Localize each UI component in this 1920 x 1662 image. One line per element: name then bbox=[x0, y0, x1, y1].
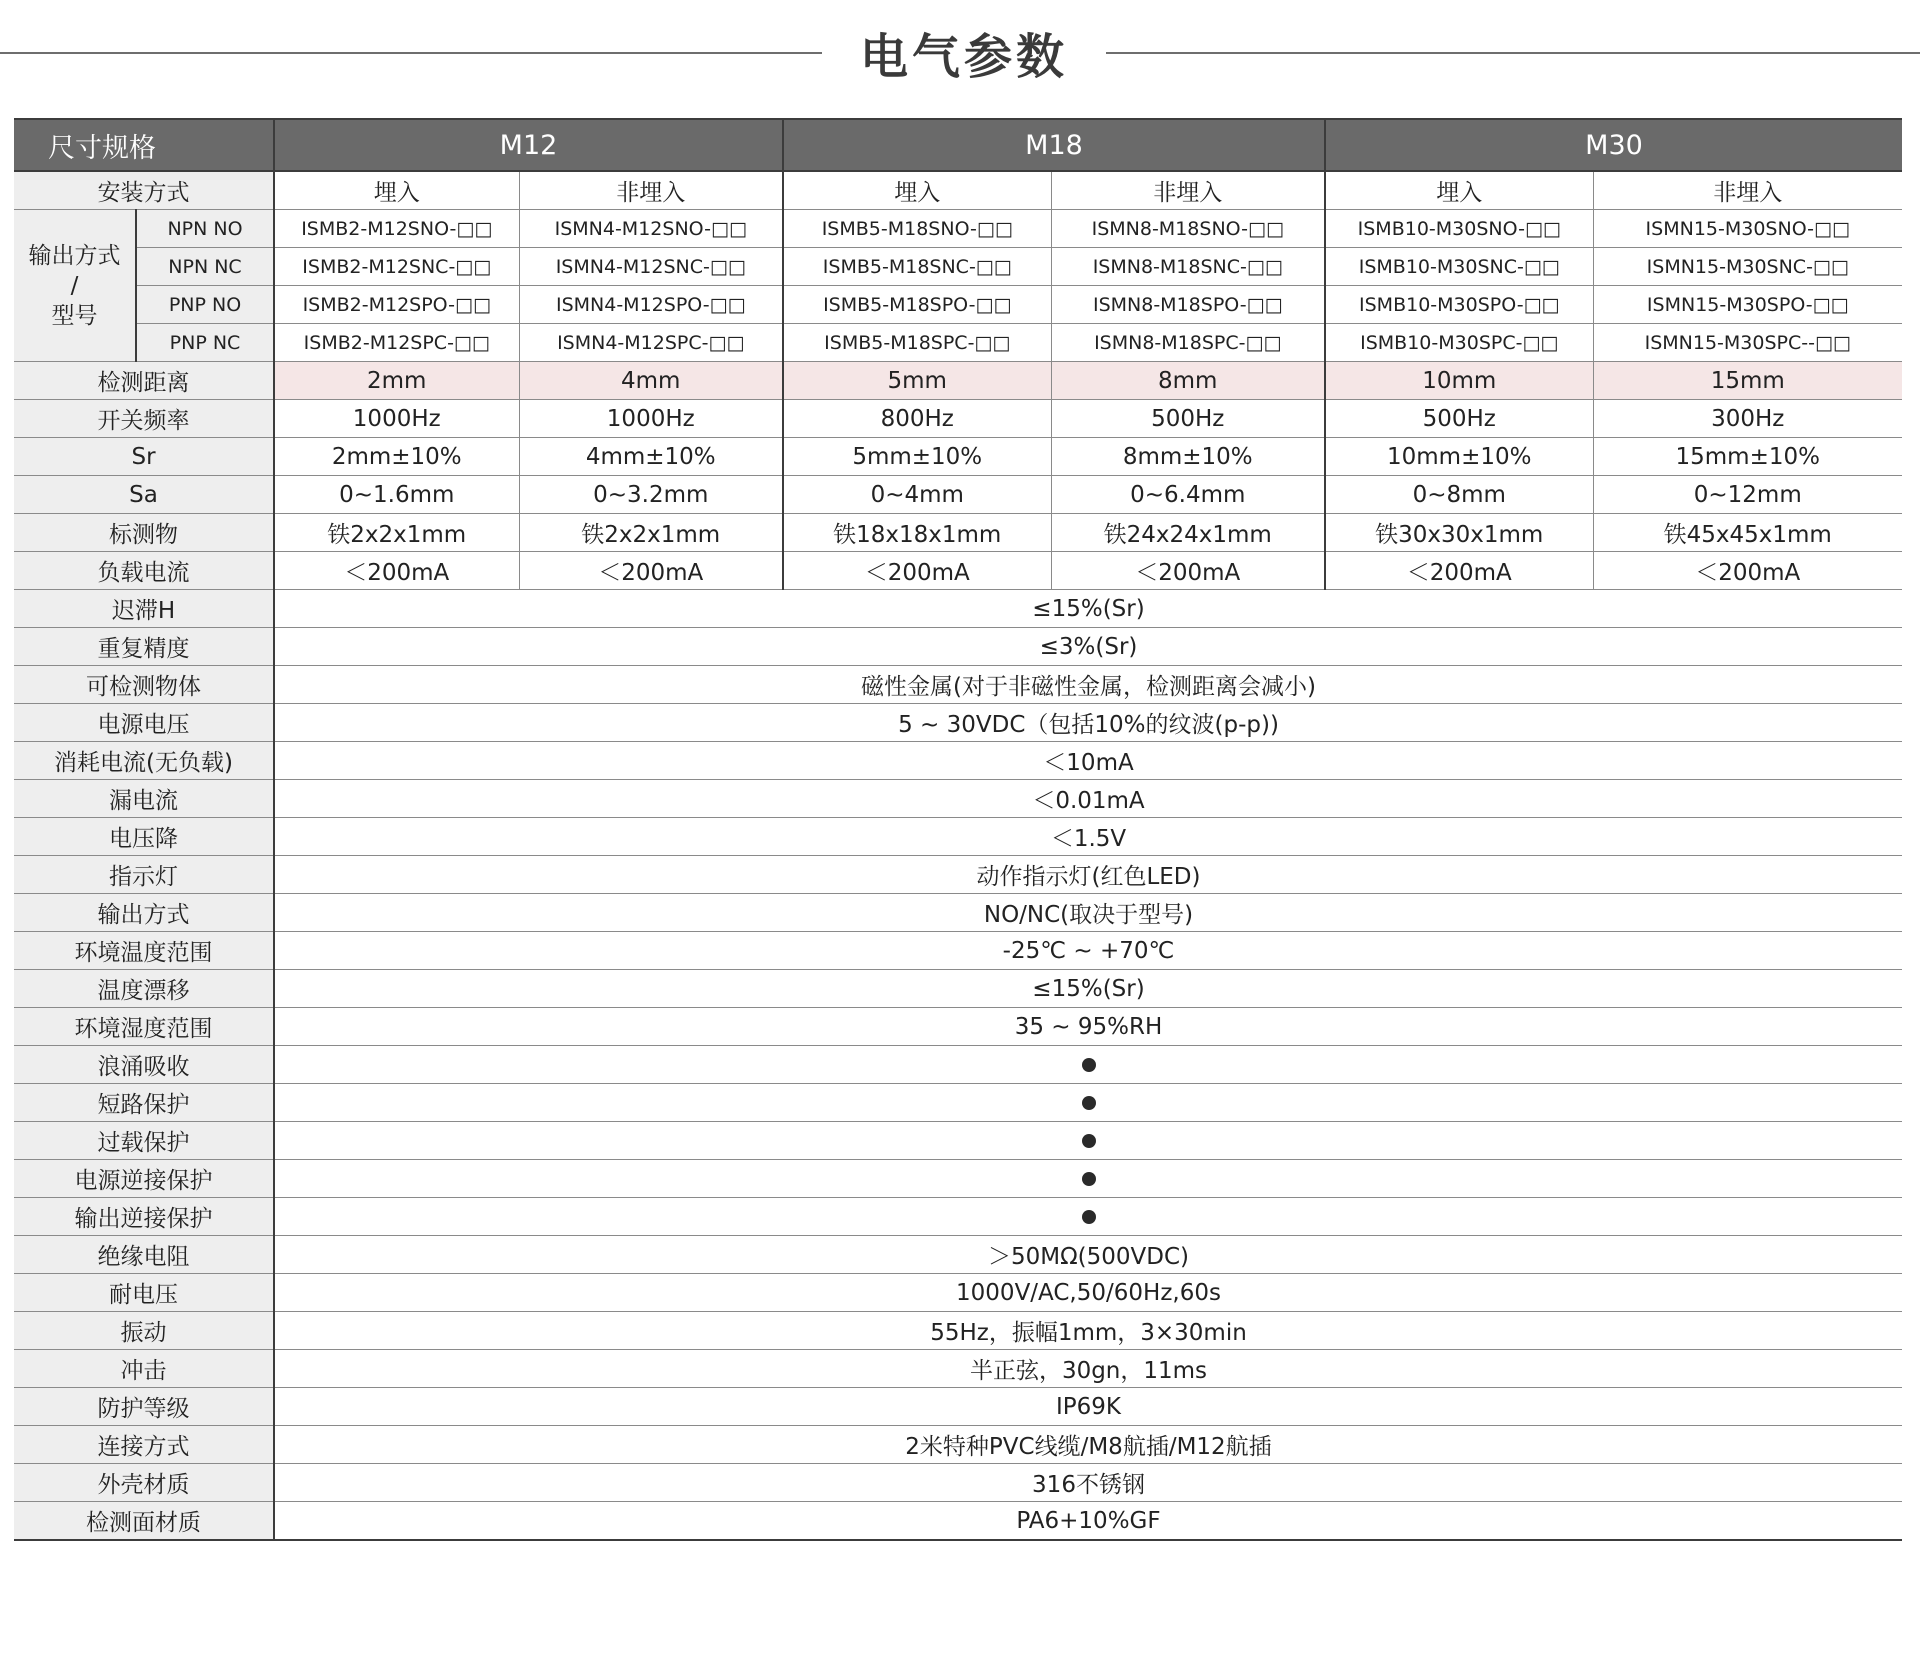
spec-row bbox=[14, 1008, 1902, 1046]
spec-row bbox=[14, 1464, 1902, 1502]
spec-row bbox=[14, 704, 1902, 742]
header-row bbox=[14, 119, 1902, 171]
spec-value: ＜200mA bbox=[519, 552, 783, 590]
output-type-label: NPN NC bbox=[136, 248, 274, 286]
model-number: ISMN15-M30SPO-□□ bbox=[1593, 286, 1902, 324]
spec-value bbox=[274, 1046, 1902, 1084]
row-label: 外壳材质 bbox=[14, 1464, 274, 1502]
spec-value: 5mm±10% bbox=[783, 438, 1051, 476]
row-label: 过载保护 bbox=[14, 1122, 274, 1160]
spec-value: 500Hz bbox=[1325, 400, 1593, 438]
model-number: ISMN4-M12SPO-□□ bbox=[519, 286, 783, 324]
mounting-value: 埋入 bbox=[783, 171, 1051, 210]
spec-value: 800Hz bbox=[783, 400, 1051, 438]
spec-value: ≤15%(Sr) bbox=[274, 590, 1902, 628]
model-number: ISMB2-M12SPO-□□ bbox=[274, 286, 519, 324]
spec-row bbox=[14, 1502, 1902, 1541]
spec-value: ＜0.01mA bbox=[274, 780, 1902, 818]
row-label: Sa bbox=[14, 476, 274, 514]
output-type-label: PNP NC bbox=[136, 324, 274, 362]
row-label: 短路保护 bbox=[14, 1084, 274, 1122]
spec-row bbox=[14, 1160, 1902, 1198]
output-type-label: PNP NO bbox=[136, 286, 274, 324]
row-label: Sr bbox=[14, 438, 274, 476]
spec-value: 铁24x24x1mm bbox=[1051, 514, 1325, 552]
spec-row bbox=[14, 514, 1902, 552]
output-model-label-line: 型号 bbox=[51, 302, 98, 329]
spec-value: 15mm±10% bbox=[1593, 438, 1902, 476]
spec-value: 铁45x45x1mm bbox=[1593, 514, 1902, 552]
output-type-label: NPN NO bbox=[136, 210, 274, 248]
model-number: ISMN15-M30SNO-□□ bbox=[1593, 210, 1902, 248]
page-title: 电气参数 bbox=[859, 29, 1068, 85]
spec-value bbox=[274, 1198, 1902, 1236]
spec-value: 动作指示灯(红色LED) bbox=[274, 856, 1902, 894]
model-row bbox=[14, 324, 1902, 362]
spec-value: 1000V/AC,50/60Hz,60s bbox=[274, 1274, 1902, 1312]
spec-row bbox=[14, 1426, 1902, 1464]
model-number: ISMN4-M12SNO-□□ bbox=[519, 210, 783, 248]
filled-dot-icon bbox=[1082, 1058, 1096, 1072]
spec-value: 4mm±10% bbox=[519, 438, 783, 476]
spec-value: PA6+10%GF bbox=[274, 1502, 1902, 1541]
spec-row bbox=[14, 1198, 1902, 1236]
spec-row bbox=[14, 780, 1902, 818]
row-label: 电压降 bbox=[14, 818, 274, 856]
model-number: ISMB10-M30SPC-□□ bbox=[1325, 324, 1593, 362]
spec-row bbox=[14, 970, 1902, 1008]
spec-row bbox=[14, 400, 1902, 438]
row-label: 温度漂移 bbox=[14, 970, 274, 1008]
model-number: ISMB10-M30SPO-□□ bbox=[1325, 286, 1593, 324]
model-number: ISMB2-M12SNO-□□ bbox=[274, 210, 519, 248]
spec-value: 0~1.6mm bbox=[274, 476, 519, 514]
row-label: 电源逆接保护 bbox=[14, 1160, 274, 1198]
electrical-parameters-table bbox=[14, 118, 1902, 1541]
row-label: 绝缘电阻 bbox=[14, 1236, 274, 1274]
title-bar bbox=[0, 0, 1920, 110]
row-label: 电源电压 bbox=[14, 704, 274, 742]
spec-value bbox=[274, 1160, 1902, 1198]
output-model-label-line: 输出方式 bbox=[28, 242, 121, 269]
model-number: ISMB5-M18SPO-□□ bbox=[783, 286, 1051, 324]
spec-row bbox=[14, 856, 1902, 894]
spec-value bbox=[274, 1084, 1902, 1122]
spec-value: 15mm bbox=[1593, 362, 1902, 400]
row-label: 输出逆接保护 bbox=[14, 1198, 274, 1236]
spec-row bbox=[14, 894, 1902, 932]
spec-value: IP69K bbox=[274, 1388, 1902, 1426]
spec-value: 0~3.2mm bbox=[519, 476, 783, 514]
row-label: 迟滞H bbox=[14, 590, 274, 628]
mounting-value: 非埋入 bbox=[519, 171, 783, 210]
spec-value: 2mm±10% bbox=[274, 438, 519, 476]
model-number: ISMN15-M30SPC--□□ bbox=[1593, 324, 1902, 362]
row-label: 可检测物体 bbox=[14, 666, 274, 704]
row-label: 漏电流 bbox=[14, 780, 274, 818]
row-label: 耐电压 bbox=[14, 1274, 274, 1312]
spec-value: 0~8mm bbox=[1325, 476, 1593, 514]
spec-value: 55Hz，振幅1mm，3×30min bbox=[274, 1312, 1902, 1350]
spec-value: 铁18x18x1mm bbox=[783, 514, 1051, 552]
spec-value: ≤3%(Sr) bbox=[274, 628, 1902, 666]
spec-value: ＜200mA bbox=[1593, 552, 1902, 590]
spec-row bbox=[14, 362, 1902, 400]
spec-value: 铁2x2x1mm bbox=[274, 514, 519, 552]
spec-value: ＜1.5V bbox=[274, 818, 1902, 856]
spec-value: 磁性金属(对于非磁性金属，检测距离会减小) bbox=[274, 666, 1902, 704]
row-label: 安装方式 bbox=[14, 171, 274, 210]
row-label: 冲击 bbox=[14, 1350, 274, 1388]
model-number: ISMN8-M18SPC-□□ bbox=[1051, 324, 1325, 362]
spec-row bbox=[14, 590, 1902, 628]
spec-value: 铁2x2x1mm bbox=[519, 514, 783, 552]
spec-value: 2米特种PVC线缆/M8航插/M12航插 bbox=[274, 1426, 1902, 1464]
model-number: ISMN8-M18SNC-□□ bbox=[1051, 248, 1325, 286]
size-spec-header: 尺寸规格 bbox=[14, 119, 274, 171]
title-divider-left bbox=[0, 52, 822, 54]
model-number: ISMB2-M12SPC-□□ bbox=[274, 324, 519, 362]
spec-value: 铁30x30x1mm bbox=[1325, 514, 1593, 552]
spec-value: ≤15%(Sr) bbox=[274, 970, 1902, 1008]
spec-value: 0~12mm bbox=[1593, 476, 1902, 514]
spec-value bbox=[274, 1122, 1902, 1160]
spec-row bbox=[14, 1084, 1902, 1122]
title-divider-right bbox=[1106, 52, 1920, 54]
spec-value: ＜200mA bbox=[783, 552, 1051, 590]
spec-value: 半正弦，30gn，11ms bbox=[274, 1350, 1902, 1388]
model-number: ISMB5-M18SPC-□□ bbox=[783, 324, 1051, 362]
spec-value: ＜10mA bbox=[274, 742, 1902, 780]
model-row bbox=[14, 248, 1902, 286]
row-label: 检测面材质 bbox=[14, 1502, 274, 1541]
spec-row bbox=[14, 1122, 1902, 1160]
row-label: 检测距离 bbox=[14, 362, 274, 400]
model-number: ISMN4-M12SNC-□□ bbox=[519, 248, 783, 286]
size-header-m18: M18 bbox=[783, 119, 1325, 171]
row-label: 输出方式 bbox=[14, 894, 274, 932]
spec-value: 1000Hz bbox=[519, 400, 783, 438]
mounting-value: 埋入 bbox=[1325, 171, 1593, 210]
spec-value: ＞50MΩ(500VDC) bbox=[274, 1236, 1902, 1274]
filled-dot-icon bbox=[1082, 1134, 1096, 1148]
spec-row bbox=[14, 476, 1902, 514]
spec-value: 5mm bbox=[783, 362, 1051, 400]
filled-dot-icon bbox=[1082, 1172, 1096, 1186]
spec-value: ＜200mA bbox=[1325, 552, 1593, 590]
spec-row bbox=[14, 932, 1902, 970]
spec-value: 5 ~ 30VDC（包括10%的纹波(p-p)) bbox=[274, 704, 1902, 742]
spec-row bbox=[14, 1046, 1902, 1084]
spec-value: 8mm±10% bbox=[1051, 438, 1325, 476]
spec-value: ＜200mA bbox=[1051, 552, 1325, 590]
spec-value: 0~4mm bbox=[783, 476, 1051, 514]
row-label: 连接方式 bbox=[14, 1426, 274, 1464]
model-row bbox=[14, 210, 1902, 248]
row-label: 指示灯 bbox=[14, 856, 274, 894]
model-number: ISMN15-M30SNC-□□ bbox=[1593, 248, 1902, 286]
spec-row bbox=[14, 1312, 1902, 1350]
spec-value: 1000Hz bbox=[274, 400, 519, 438]
spec-value: 35 ~ 95%RH bbox=[274, 1008, 1902, 1046]
spec-value: 8mm bbox=[1051, 362, 1325, 400]
filled-dot-icon bbox=[1082, 1096, 1096, 1110]
mounting-value: 埋入 bbox=[274, 171, 519, 210]
spec-value: -25℃ ~ +70℃ bbox=[274, 932, 1902, 970]
mounting-row bbox=[14, 171, 1902, 210]
model-number: ISMB10-M30SNO-□□ bbox=[1325, 210, 1593, 248]
spec-row bbox=[14, 1236, 1902, 1274]
size-header-m12: M12 bbox=[274, 119, 783, 171]
spec-row bbox=[14, 552, 1902, 590]
spec-row bbox=[14, 1274, 1902, 1312]
spec-value: 2mm bbox=[274, 362, 519, 400]
mounting-value: 非埋入 bbox=[1593, 171, 1902, 210]
row-label: 重复精度 bbox=[14, 628, 274, 666]
spec-value: NO/NC(取决于型号) bbox=[274, 894, 1902, 932]
model-row bbox=[14, 286, 1902, 324]
row-label: 防护等级 bbox=[14, 1388, 274, 1426]
spec-row bbox=[14, 628, 1902, 666]
spec-value: 10mm±10% bbox=[1325, 438, 1593, 476]
spec-row bbox=[14, 1388, 1902, 1426]
model-number: ISMN4-M12SPC-□□ bbox=[519, 324, 783, 362]
model-number: ISMB2-M12SNC-□□ bbox=[274, 248, 519, 286]
row-label: 负载电流 bbox=[14, 552, 274, 590]
spec-value: ＜200mA bbox=[274, 552, 519, 590]
row-label: 环境湿度范围 bbox=[14, 1008, 274, 1046]
output-model-label-line: / bbox=[70, 272, 79, 299]
spec-row bbox=[14, 666, 1902, 704]
spec-value: 4mm bbox=[519, 362, 783, 400]
model-number: ISMB5-M18SNC-□□ bbox=[783, 248, 1051, 286]
row-label: 振动 bbox=[14, 1312, 274, 1350]
spec-value: 0~6.4mm bbox=[1051, 476, 1325, 514]
spec-value: 500Hz bbox=[1051, 400, 1325, 438]
row-label: 环境温度范围 bbox=[14, 932, 274, 970]
row-label: 开关频率 bbox=[14, 400, 274, 438]
mounting-value: 非埋入 bbox=[1051, 171, 1325, 210]
output-model-label bbox=[14, 210, 136, 362]
spec-row bbox=[14, 818, 1902, 856]
size-header-m30: M30 bbox=[1325, 119, 1902, 171]
spec-value: 10mm bbox=[1325, 362, 1593, 400]
filled-dot-icon bbox=[1082, 1210, 1096, 1224]
spec-row bbox=[14, 742, 1902, 780]
model-number: ISMN8-M18SNO-□□ bbox=[1051, 210, 1325, 248]
row-label: 标测物 bbox=[14, 514, 274, 552]
spec-row bbox=[14, 438, 1902, 476]
model-number: ISMB5-M18SNO-□□ bbox=[783, 210, 1051, 248]
spec-value: 300Hz bbox=[1593, 400, 1902, 438]
row-label: 浪涌吸收 bbox=[14, 1046, 274, 1084]
model-number: ISMB10-M30SNC-□□ bbox=[1325, 248, 1593, 286]
row-label: 消耗电流(无负载) bbox=[14, 742, 274, 780]
model-number: ISMN8-M18SPO-□□ bbox=[1051, 286, 1325, 324]
spec-value: 316不锈钢 bbox=[274, 1464, 1902, 1502]
spec-row bbox=[14, 1350, 1902, 1388]
